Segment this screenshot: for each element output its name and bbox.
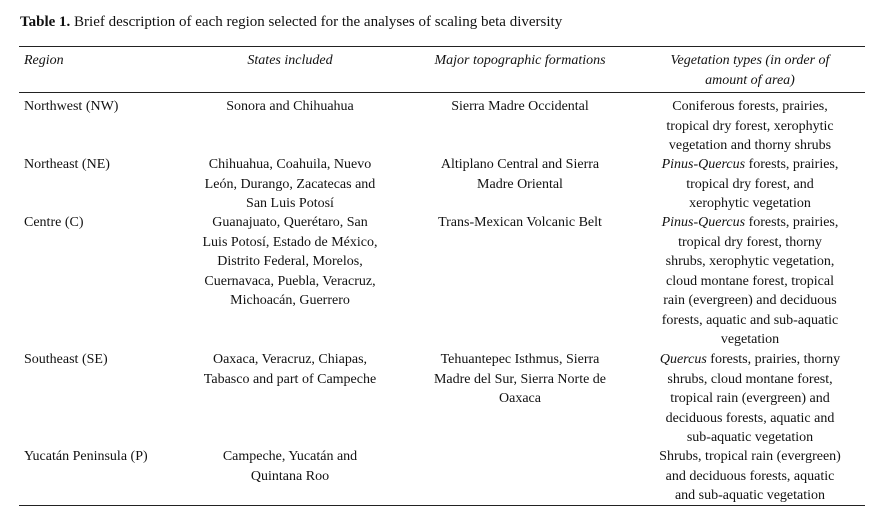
vegetation-text: cloud montane forest, tropical [666,273,834,289]
vegetation-text: shrubs, xerophytic vegetation, [665,254,835,269]
cell-topography [410,155,630,194]
cell-topography [410,97,630,117]
cell-vegetation-line [638,409,862,429]
cell-topography-line: Altiplano Central and Sierra [440,157,600,172]
cell-vegetation-line [638,117,862,137]
cell-states-line: Sonora and Chihuahua [226,99,354,114]
taxon-name: Pinus-Quercus [661,215,746,230]
taxon-name: Quercus [659,352,707,367]
table-bottom-rule [19,505,865,506]
cell-topography-line: Tehuantepec Isthmus, Sierra [440,352,600,367]
cell-states-line: Oaxaca, Veracruz, Chiapas, [212,352,368,367]
header-vegetation [638,51,862,90]
vegetation-text: Shrubs, tropical rain (evergreen) [659,449,841,464]
cell-states-line: Distrito Federal, Morelos, [217,254,363,269]
cell-states [180,447,400,486]
vegetation-text: vegetation and thorny shrubs [668,138,832,153]
header-region: Region [24,53,64,68]
cell-region: Yucatán Peninsula (P) [24,449,148,464]
table-caption [20,13,562,31]
cell-vegetation-line [638,175,862,195]
vegetation-text: and sub-aquatic vegetation [674,488,826,503]
cell-states-line: Luis Potosí, Estado de México, [202,234,378,250]
header-vegetation-line: amount of area) [705,72,795,88]
cell-vegetation [638,213,862,350]
cell-vegetation-line [638,291,862,311]
cell-states-line: San Luis Potosí [246,196,334,211]
cell-topography-line: Sierra Madre Occidental [451,99,589,114]
cell-vegetation-line [638,155,862,175]
cell-states-line: Cuernavaca, Puebla, Veracruz, [204,273,376,289]
cell-vegetation-line [638,213,862,233]
vegetation-text: shrubs, cloud montane forest, [667,371,833,387]
vegetation-text: tropical dry forest, and [686,176,814,192]
table-caption-text: Brief description of each region selected for the analyses of scaling beta diversity [70,14,563,30]
cell-topography [410,213,630,233]
cell-region: Centre (C) [24,215,84,230]
cell-vegetation-line [638,252,862,272]
cell-vegetation [638,97,862,156]
cell-topography-line: Trans-Mexican Volcanic Belt [438,215,602,230]
cell-region: Southeast (SE) [24,352,108,367]
cell-states [180,213,400,311]
cell-states-line: Chihuahua, Coahuila, Nuevo [208,157,372,172]
cell-states-line: Quintana Roo [250,468,330,484]
vegetation-text: forests, aquatic and sub-aquatic [661,312,839,328]
cell-topography [410,350,630,409]
cell-states [180,155,400,214]
header-topography: Major topographic formations [434,53,606,68]
cell-states-line: Guanajuato, Querétaro, San [212,215,368,230]
header-vegetation-line: Vegetation types (in order of [670,53,830,68]
cell-vegetation-line [638,311,862,331]
cell-topography-line: Oaxaca [499,391,541,406]
vegetation-text: vegetation [720,332,780,347]
cell-vegetation [638,155,862,214]
header-states: States included [247,53,333,68]
vegetation-text: sub-aquatic vegetation [686,430,814,445]
vegetation-text: forests, prairies, [745,215,839,230]
cell-states-line: Michoacán, Guerrero [230,293,350,308]
cell-states-line: Tabasco and part of Campeche [203,371,377,387]
cell-vegetation-line [638,97,862,117]
cell-vegetation-line [638,194,862,214]
cell-vegetation-line [638,428,862,448]
vegetation-text: forests, prairies, [745,157,839,172]
cell-topography-line: Madre del Sur, Sierra Norte de [433,371,607,387]
cell-vegetation-line [638,233,862,253]
cell-region: Northwest (NW) [24,99,119,114]
taxon-name: Pinus-Quercus [661,157,746,172]
cell-vegetation-line [638,486,862,506]
table-caption-label: Table 1. [20,14,71,30]
cell-vegetation-line [638,370,862,390]
vegetation-text: tropical dry forest, xerophytic [666,118,834,134]
cell-vegetation-line [638,330,862,350]
table-header-rule [19,92,865,93]
vegetation-text: Coniferous forests, prairies, [672,99,828,114]
vegetation-text: deciduous forests, aquatic and [665,410,835,426]
vegetation-text: and deciduous forests, aquatic [665,468,835,484]
vegetation-text: tropical rain (evergreen) and [670,391,830,406]
table-top-rule [19,46,865,47]
cell-vegetation-line [638,447,862,467]
cell-states-line: Campeche, Yucatán and [222,449,358,464]
cell-topography-line: Madre Oriental [477,176,563,192]
cell-states-line: León, Durango, Zacatecas and [204,176,376,192]
vegetation-text: rain (evergreen) and deciduous [663,293,837,308]
vegetation-text: tropical dry forest, thorny [678,234,822,250]
cell-states [180,97,400,117]
cell-region: Northeast (NE) [24,157,110,172]
cell-states [180,350,400,389]
cell-vegetation [638,447,862,506]
cell-vegetation-line [638,467,862,487]
cell-vegetation-line [638,350,862,370]
cell-vegetation-line [638,136,862,156]
cell-vegetation-line [638,389,862,409]
cell-vegetation [638,350,862,448]
cell-vegetation-line [638,272,862,292]
vegetation-text: xerophytic vegetation [689,196,811,211]
vegetation-text: forests, prairies, thorny [706,352,841,367]
